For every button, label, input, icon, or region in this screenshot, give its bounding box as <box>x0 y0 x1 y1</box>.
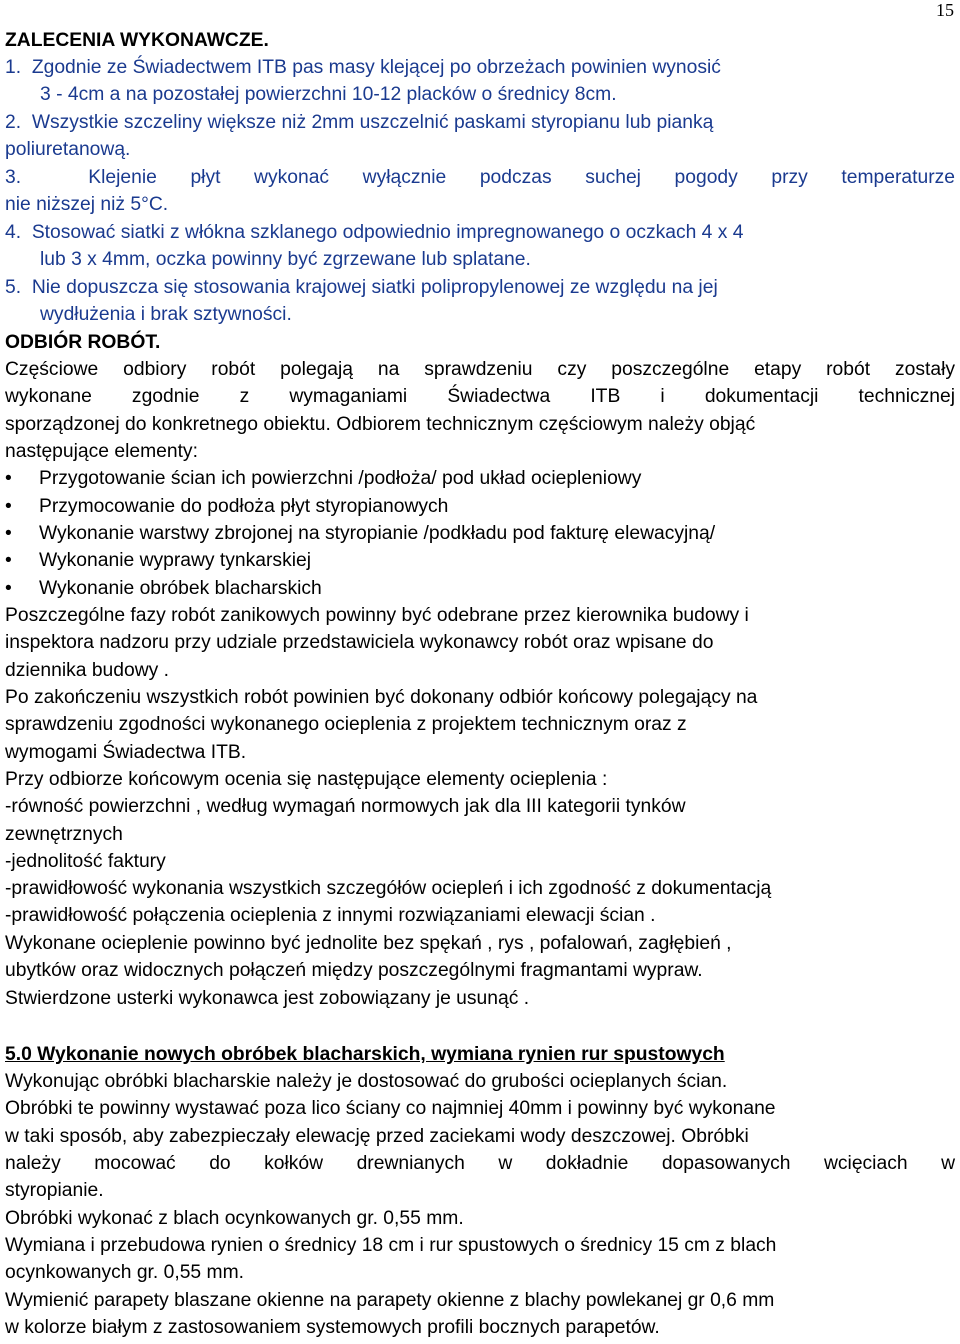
recommendation-item-5: 5. Nie dopuszcza się stosowania krajowej siatki polipropylenowej ze względu na jej wydłużenia i brak sztywności. <box>5 277 718 326</box>
acceptance-paragraph-2: Poszczególne fazy robót zanikowych powinny być odebrane przez kierownika budowy i inspektora nadzoru przy udziale przedstawiciela wykonawcy robót oraz wpisane do dziennika budowy . <box>5 605 749 681</box>
section-5-0-paragraph-2: Obróbki wykonać z blach ocynkowanych gr. 0,55 mm. <box>5 1208 464 1229</box>
acceptance-paragraph-3: Po zakończeniu wszystkich robót powinien być dokonany odbiór końcowy polegający na sprawdzeniu zgodności wykonanego ocieplenia z projektem technicznym oraz z wymogami Świadectwa ITB. <box>5 687 758 763</box>
list-item: • Przymocowanie do podłoża płyt styropianowych <box>5 496 449 517</box>
section-5-0-title: 5.0 Wykonanie nowych obróbek blacharskich, wymiana rynien rur spustowych <box>5 1044 725 1065</box>
recommendation-item-3: 3. Klejenie płyt wykonać wyłącznie podczas suchej pogody przy temperaturze nie niższej niż 5°C. <box>5 167 955 216</box>
recommendation-item-2: 2. Wszystkie szczeliny większe niż 2mm uszczelnić paskami styropianu lub pianką poliuretanową. <box>5 112 714 161</box>
recommendation-item-1: 1. Zgodnie ze Świadectwem ITB pas masy klejącej po obrzeżach powinien wynosić 3 - 4cm a na pozostałej powierzchni 10-12 placków o średnicy 8cm. <box>5 57 721 106</box>
section-5-0-paragraph-3: Wymiana i przebudowa rynien o średnicy 18 cm i rur spustowych o średnicy 15 cm z blach ocynkowanych gr. 0,55 mm. <box>5 1235 777 1284</box>
list-item: • Przygotowanie ścian ich powierzchni /podłoża/ pod układ ociepleniowy <box>5 468 642 489</box>
list-item: • Wykonanie warstwy zbrojonej na styropianie /podkładu pod fakturę elewacyjną/ <box>5 523 716 544</box>
acceptance-paragraph-5: Wykonane ocieplenie powinno być jednolite bez spękań , rys , pofalowań, zagłębień , ubytków oraz widocznych połączeń między poszczególnymi fragmantami wypraw. Stwierdzone usterki wykonawca jest zobowiązany je usunąć . <box>5 933 732 1009</box>
acceptance-paragraph-4: Przy odbiorze końcowym ocenia się następujące elementy ocieplenia : -równość powierzchni , według wymagań normowych jak dla III kategorii tynków zewnętrznych -jednolitość faktury -prawidłowość wykonania wszystkich szczegółów ociepleń i ich zgodność z dokumentacją -prawidłowość połączenia ocieplenia z innymi rozwiązaniami elewacji ścian . <box>5 769 772 927</box>
acceptance-paragraph-1: Częściowe odbiory robót polegają na sprawdzeniu czy poszczególne etapy robót zostały wykonane zgodnie z wymaganiami Świadectwa ITB i dokumentacji technicznej sporządzonej do konkretnego obiektu. Odbiorem technicznym częściowym należy objąć następujące elementy: <box>5 359 955 462</box>
recommendation-item-4: 4. Stosować siatki z włókna szklanego odpowiednio impregnowanego o oczkach 4 x 4 lub 3 x 4mm, oczka powinny być zgrzewane lub splatane. <box>5 222 744 271</box>
section-5-0-paragraph-4: Wymienić parapety blaszane okienne na parapety okienne z blachy powlekanej gr 0,6 mm w kolorze białym z zastosowaniem systemowych profili bocznych parapetów. <box>5 1290 775 1339</box>
recommendations-title: ZALECENIA WYKONAWCZE. <box>5 30 269 51</box>
acceptance-bullet-list <box>5 465 955 602</box>
list-item: • Wykonanie wyprawy tynkarskiej <box>5 550 311 571</box>
page-number: 15 <box>936 0 954 20</box>
list-item: • Wykonanie obróbek blacharskich <box>5 578 322 599</box>
acceptance-title: ODBIÓR ROBÓT. <box>5 332 161 353</box>
section-5-0-paragraph-1: Wykonując obróbki blacharskie należy je dostosować do grubości ocieplanych ścian. Obróbki te powinny wystawać poza lico ściany co najmniej 40mm i powinny być wykonane w taki sposób, aby zabezpieczały elewację przed zaciekami wody deszczowej. Obróbki należy mocować do kołków drewnianych w dokładnie dopasowanych wcięciach w styropianie. <box>5 1071 955 1202</box>
